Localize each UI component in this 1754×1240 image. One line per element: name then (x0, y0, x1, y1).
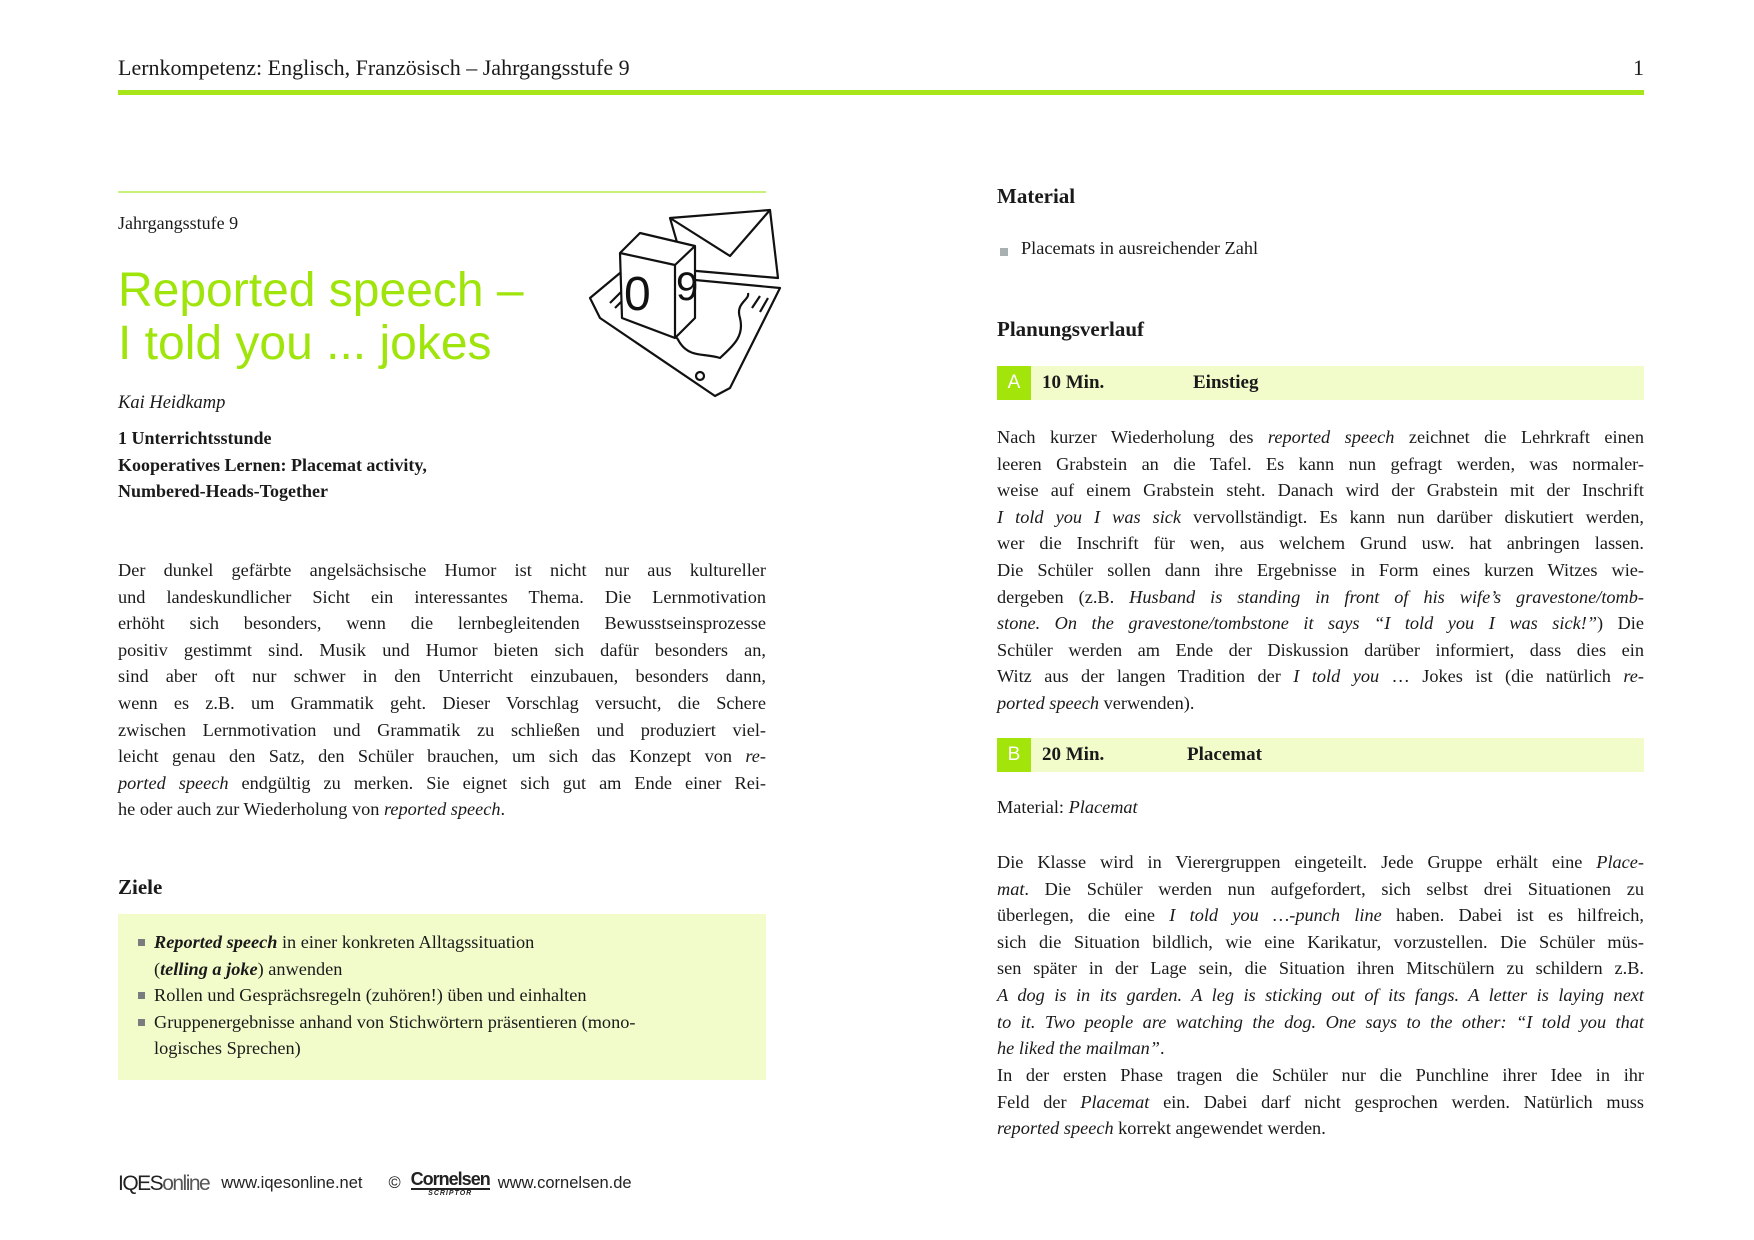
iqes-logo (118, 1172, 209, 1196)
material-heading: Material (997, 184, 1076, 208)
text-segment: ) anwenden (257, 958, 343, 979)
material-label: Material: (997, 797, 1069, 817)
text-segment: In der ersten Phase tragen die Schüler nur die Punchline ihrer Idee in ihr (997, 1065, 1644, 1085)
text-line (154, 956, 756, 983)
text-line (997, 1062, 1644, 1089)
text-segment: ported speech (118, 772, 229, 793)
text-line (997, 424, 1644, 451)
iqes-url[interactable]: www.iqesonline.net (221, 1174, 363, 1192)
section-divider (118, 191, 766, 193)
text-segment: sen später in der Lage sein, die Situation ihren Mitschülern zu schildern z.B. (997, 958, 1644, 979)
text-line (997, 477, 1644, 504)
text-segment: . (500, 799, 506, 820)
lesson-title (118, 264, 524, 370)
text-segment: he oder auch zur Wiederholung von (118, 799, 384, 820)
text-segment: Die Klasse wird in Vierergruppen eingeteilt. Jede Gruppe erhält eine (997, 852, 1597, 872)
text-segment: endgültig zu merken. Sie eignet sich gut am Ende einer Rei- (228, 772, 766, 793)
plan-heading: Planungsverlauf (997, 317, 1145, 341)
text-line (997, 504, 1644, 531)
material-item (997, 238, 1637, 259)
title-line: I told you ... jokes (118, 317, 492, 370)
text-segment: haben. Dabei ist es hilfreich, (1381, 905, 1645, 926)
bullet-icon (138, 939, 145, 946)
text-line (118, 690, 766, 717)
text-line (997, 451, 1644, 478)
goal-item (136, 982, 756, 1009)
text-segment: Rollen und Gesprächsregeln (zuhören!) üben und einhalten (154, 985, 587, 1006)
text-line (997, 982, 1644, 1009)
text-segment: sind aber oft nur schwer in den Unterricht einzubauen, besonders dann, (118, 666, 766, 687)
iqes-logo-text: IQES (118, 1171, 163, 1195)
text-line (997, 690, 1644, 717)
grade-label: Jahrgangsstufe 9 (118, 213, 239, 233)
text-segment: ( (154, 958, 161, 979)
text-segment: Reported speech (154, 932, 278, 952)
material-value: Placemat (1068, 797, 1138, 817)
meta-line: 1 Unterrichtsstunde (118, 428, 272, 448)
text-line (997, 1089, 1644, 1116)
cube-digit: 9 (676, 265, 699, 309)
text-line (118, 743, 766, 770)
text-segment: Placemat (1080, 1091, 1150, 1112)
text-line (118, 770, 766, 797)
text-segment: telling a joke (160, 958, 258, 979)
text-segment: mat (997, 878, 1025, 899)
text-line (997, 876, 1644, 903)
phase-bar-b (997, 738, 1644, 772)
text-segment: re- (1623, 666, 1644, 687)
phase-a-text (997, 424, 1644, 717)
text-segment: Place- (1596, 852, 1644, 872)
goals-heading: Ziele (118, 875, 163, 899)
phase-name: Einstieg (1193, 372, 1259, 393)
iqes-logo-suffix: online (162, 1171, 210, 1195)
text-segment: reported speech (383, 799, 501, 820)
text-segment: Gruppenergebnisse anhand von Stichwörtern präsentieren (mono- (154, 1011, 636, 1032)
text-segment: logisches Sprechen) (154, 1038, 301, 1059)
illustration-icon (580, 208, 790, 398)
text-segment: Husband is standing in front of his wife’s gravestone/tomb- (1129, 586, 1644, 607)
text-segment: sich die Situation bildlich, wie eine Karikatur, vorzustellen. Die Schüler müs- (997, 931, 1644, 952)
cornelsen-url[interactable]: www.cornelsen.de (497, 1174, 632, 1192)
text-line (997, 1115, 1644, 1142)
text-line (154, 1035, 756, 1062)
text-line (118, 663, 766, 690)
phase-b-text-2 (997, 1062, 1644, 1142)
text-segment: Der dunkel gefärbte angelsächsische Humor ist nicht nur aus kultureller (118, 560, 766, 580)
copyright-symbol: © (388, 1174, 401, 1192)
text-segment: verwenden). (1099, 692, 1195, 713)
phase-name: Placemat (1187, 744, 1262, 765)
text-segment: erhöht sich besonders, wenn die lernbegleitenden Bewusstseinsprozesse (118, 613, 766, 634)
cornelsen-logo (411, 1170, 490, 1197)
text-segment: Nach kurzer Wiederholung des (997, 427, 1268, 447)
text-line (118, 796, 766, 823)
text-line (997, 610, 1644, 637)
text-segment: überlegen, die eine (997, 905, 1170, 926)
text-line (997, 584, 1644, 611)
cornelsen-logo-text: Cornelsen (410, 1169, 490, 1189)
text-segment: re- (745, 746, 766, 767)
text-line (997, 1009, 1644, 1036)
text-segment: he liked the mailman” (997, 1038, 1160, 1059)
text-segment: Die Schüler sollen dann ihre Ergebnisse in Form eines kurzen Witzes wie- (997, 559, 1644, 580)
text-segment: positiv gestimmt sind. Musik und Humor bieten sich dafür besonders an, (118, 639, 766, 660)
lesson-meta (118, 425, 427, 505)
text-line (997, 902, 1644, 929)
text-line (997, 663, 1644, 690)
bullet-icon (1000, 248, 1008, 256)
author: Kai Heidkamp (118, 393, 226, 413)
phase-letter: B (997, 738, 1031, 772)
text-line (997, 530, 1644, 557)
text-segment: . Die Schüler werden nun aufgefordert, sich selbst drei Situationen zu (1024, 878, 1644, 899)
text-segment: und landeskundlicher Sicht ein interessantes Thema. Die Lernmotivation (118, 586, 766, 607)
text-segment: I told you (1293, 666, 1380, 687)
text-line (118, 717, 766, 744)
cube-digit: 0 (624, 268, 651, 321)
goals-list (136, 929, 756, 1062)
text-segment: wenn es z.B. um Grammatik geht. Dieser Vorschlag versucht, die Schere (118, 692, 766, 713)
text-segment: A dog is in its garden. A leg is sticking out of its fangs. A letter is laying next (997, 984, 1644, 1005)
phase-duration: 20 Min. (1042, 744, 1105, 765)
text-line (118, 557, 766, 584)
text-line (154, 1009, 756, 1036)
text-segment: I told you I was sick (997, 506, 1182, 527)
text-segment: I told you …-punch line (1169, 905, 1382, 926)
text-segment: reported speech (1267, 427, 1395, 447)
text-line (154, 982, 756, 1009)
header-rule (118, 90, 1644, 95)
text-segment: vervollständigt. Es kann nun darüber diskutiert werden, (1181, 506, 1644, 527)
text-line (997, 557, 1644, 584)
text-line (154, 929, 756, 956)
text-segment: … Jokes ist (die natürlich (1379, 666, 1624, 687)
text-segment: Schüler werden am Ende der Diskussion darüber informiert, dass dies ein (997, 639, 1644, 660)
text-segment: dergeben (z.B. (997, 586, 1130, 607)
bullet-icon (138, 992, 145, 999)
bullet-icon (138, 1019, 145, 1026)
phase-letter: A (997, 366, 1031, 400)
text-segment: zeichnet die Lehrkraft einen (1394, 427, 1645, 447)
phase-duration: 10 Min. (1042, 372, 1105, 393)
text-line (118, 584, 766, 611)
text-segment: reported speech (997, 1118, 1114, 1139)
text-segment: leicht genau den Satz, den Schüler brauchen, um sich das Konzept von (118, 746, 746, 767)
phase-bar-a (997, 366, 1644, 400)
text-segment: leeren Grabstein an die Tafel. Es kann nun gefragt werden, was normaler- (997, 453, 1644, 474)
text-line (997, 849, 1644, 876)
text-line (997, 1035, 1644, 1062)
text-segment: to it. Two people are watching the dog. One says to the other: “I told you that (997, 1011, 1644, 1032)
cornelsen-logo-sub: SCRIPTOR (428, 1190, 473, 1197)
text-segment: Feld der (997, 1091, 1081, 1112)
intro-paragraph (118, 557, 766, 823)
text-line (118, 637, 766, 664)
phase-b-text (997, 849, 1644, 1062)
meta-line: Numbered-Heads-Together (118, 481, 328, 502)
text-segment: weise auf einem Grabstein steht. Danach wird der Grabstein mit der Inschrift (997, 480, 1644, 501)
footer (118, 1170, 632, 1197)
running-header-title: Lernkompetenz: Englisch, Französisch – Jahrgangsstufe 9 (118, 55, 630, 80)
text-segment: stone. On the gravestone/tombstone it says “I told you I was sick!” (997, 613, 1597, 634)
text-segment: wer die Inschrift für wen, aus welchem Grund usw. hat anbringen lassen. (997, 533, 1644, 554)
text-segment: ported speech (997, 692, 1100, 713)
text-segment: Witz aus der langen Tradition der (997, 666, 1294, 687)
text-segment: zwischen Lernmotivation und Grammatik zu schließen und produziert viel- (118, 719, 766, 740)
goal-item (136, 1009, 756, 1062)
page-number: 1 (1633, 55, 1644, 80)
text-segment: ) Die (1596, 613, 1644, 634)
material-item-text: Placemats in ausreichender Zahl (1021, 238, 1259, 258)
text-segment: in einer konkreten Alltagssituation (277, 932, 535, 952)
goal-item (136, 929, 756, 982)
text-line (118, 610, 766, 637)
text-line (997, 955, 1644, 982)
text-segment: korrekt angewendet werden. (1113, 1118, 1326, 1139)
text-line (997, 637, 1644, 664)
text-segment: ein. Dabei darf nicht gesprochen werden. Natürlich muss (1149, 1091, 1645, 1112)
meta-line: Kooperatives Lernen: Placemat activity, (118, 454, 427, 475)
phase-b-material (997, 797, 1138, 818)
text-segment: . (1159, 1038, 1165, 1059)
text-line (997, 929, 1644, 956)
title-line: Reported speech – (118, 264, 524, 317)
